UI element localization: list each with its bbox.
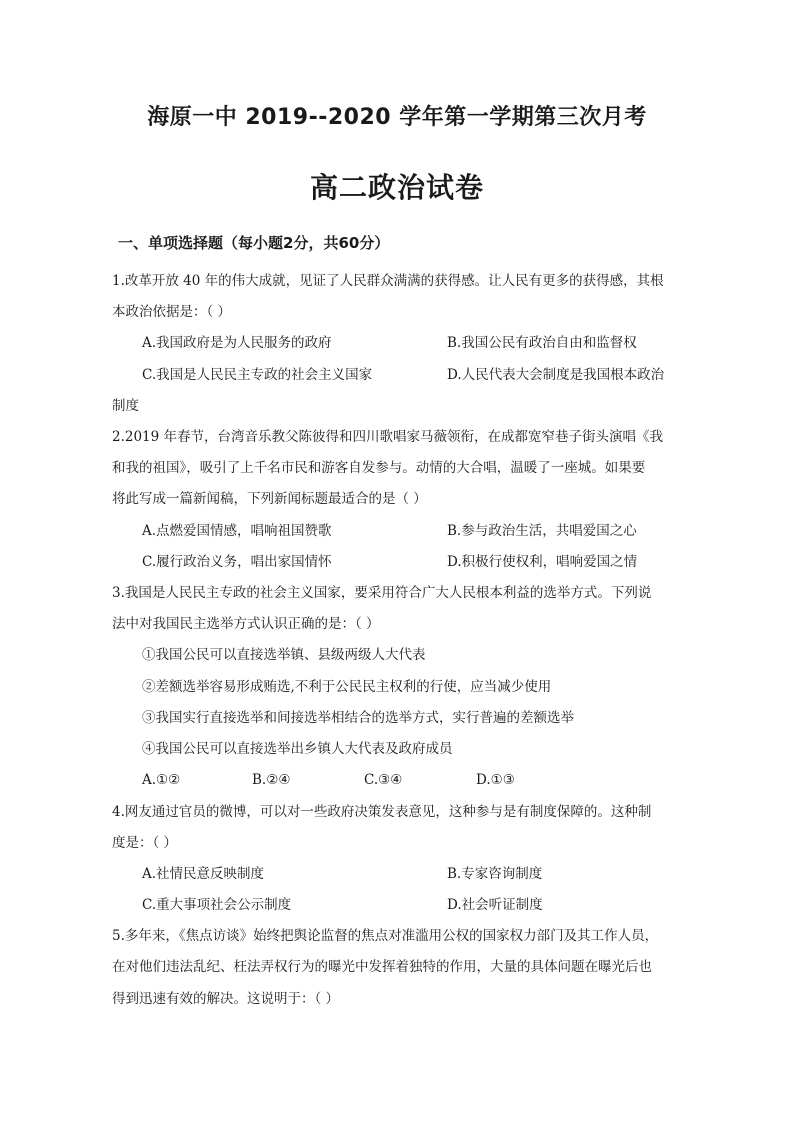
q5-stem-line-3: 得到迅速有效的解决。这说明于：（ ） xyxy=(112,991,340,1007)
q1-option-d: D.人民代表大会制度是我国根本政治 xyxy=(447,367,665,383)
q3-choice-a: A.①② xyxy=(142,772,181,788)
q1-stem-line-2: 本政治依据是：（ ） xyxy=(112,304,232,320)
q4-option-a: A.社情民意反映制度 xyxy=(142,866,265,882)
q2-option-b: B.参与政治生活，共唱爱国之心 xyxy=(447,523,637,539)
q3-choice-d: D.①③ xyxy=(476,772,515,788)
q2-option-d: D.积极行使权利，唱响爱国之情 xyxy=(447,554,638,570)
exam-subtitle: 高二政治试卷 xyxy=(309,171,484,204)
q3-statement-4: ④我国公民可以直接选举出乡镇人大代表及政府成员 xyxy=(142,741,453,757)
q3-stem-line-1: 3.我国是人民民主专政的社会主义国家，要采用符合广大人民根本利益的选举方式。下列说 xyxy=(112,585,652,601)
q1-option-a: A.我国政府是为人民服务的政府 xyxy=(142,335,332,351)
q4-stem-line-1: 4.网友通过官员的微博，可以对一些政府决策发表意见，这种参与是有制度保障的。这种制 xyxy=(112,804,652,820)
q2-stem-line-3: 将此写成一篇新闻稿，下列新闻标题最适合的是（ ） xyxy=(112,491,427,507)
q3-choice-c: C.③④ xyxy=(364,772,403,788)
q1-option-d-continued: 制度 xyxy=(112,398,139,414)
exam-title: 海原一中 2019--2020 学年第一学期第三次月考 xyxy=(147,105,647,130)
q4-option-b: B.专家咨询制度 xyxy=(447,866,543,882)
q2-option-a: A.点燃爱国情感，唱响祖国赞歌 xyxy=(142,523,332,539)
q1-stem-line-1: 1.改革开放 40 年的伟大成就，见证了人民群众满满的获得感。让人民有更多的获得感，其根 xyxy=(112,273,664,289)
q3-statement-3: ③我国实行直接选举和间接选举相结合的选举方式，实行普遍的差额选举 xyxy=(142,710,574,726)
q3-choice-b: B.②④ xyxy=(252,772,291,788)
q4-option-c: C.重大事项社会公示制度 xyxy=(142,897,292,913)
q2-option-c: C.履行政治义务，唱出家国情怀 xyxy=(142,554,332,570)
q1-option-b: B.我国公民有政治自由和监督权 xyxy=(447,335,637,351)
q2-stem-line-1: 2.2019 年春节，台湾音乐教父陈彼得和四川歌唱家马薇领衔，在成都宽窄巷子街头演唱《我 xyxy=(112,429,664,445)
q5-stem-line-2: 在对他们违法乱纪、枉法弄权行为的曝光中发挥着独特的作用，大量的具体问题在曝光后也 xyxy=(112,959,652,975)
q1-option-c: C.我国是人民民主专政的社会主义国家 xyxy=(142,367,373,383)
section-heading: 一、单项选择题（每小题2分，共60分） xyxy=(118,234,390,252)
q2-stem-line-2: 和我的祖国》，吸引了上千名市民和游客自发参与。动情的大合唱，温暖了一座城。如果要 xyxy=(112,460,646,476)
q3-statement-1: ①我国公民可以直接选举镇、县级两级人大代表 xyxy=(142,647,426,663)
q3-statement-2: ②差额选举容易形成贿选,不利于公民民主权利的行使，应当减少使用 xyxy=(142,679,552,695)
q3-stem-line-2: 法中对我国民主选举方式认识正确的是：（ ） xyxy=(112,616,380,632)
q4-stem-line-2: 度是：（ ） xyxy=(112,835,178,851)
q4-option-d: D.社会听证制度 xyxy=(447,897,543,913)
q5-stem-line-1: 5.多年来，《焦点访谈》始终把舆论监督的焦点对准滥用公权的国家权力部门及其工作人员， xyxy=(112,928,659,944)
